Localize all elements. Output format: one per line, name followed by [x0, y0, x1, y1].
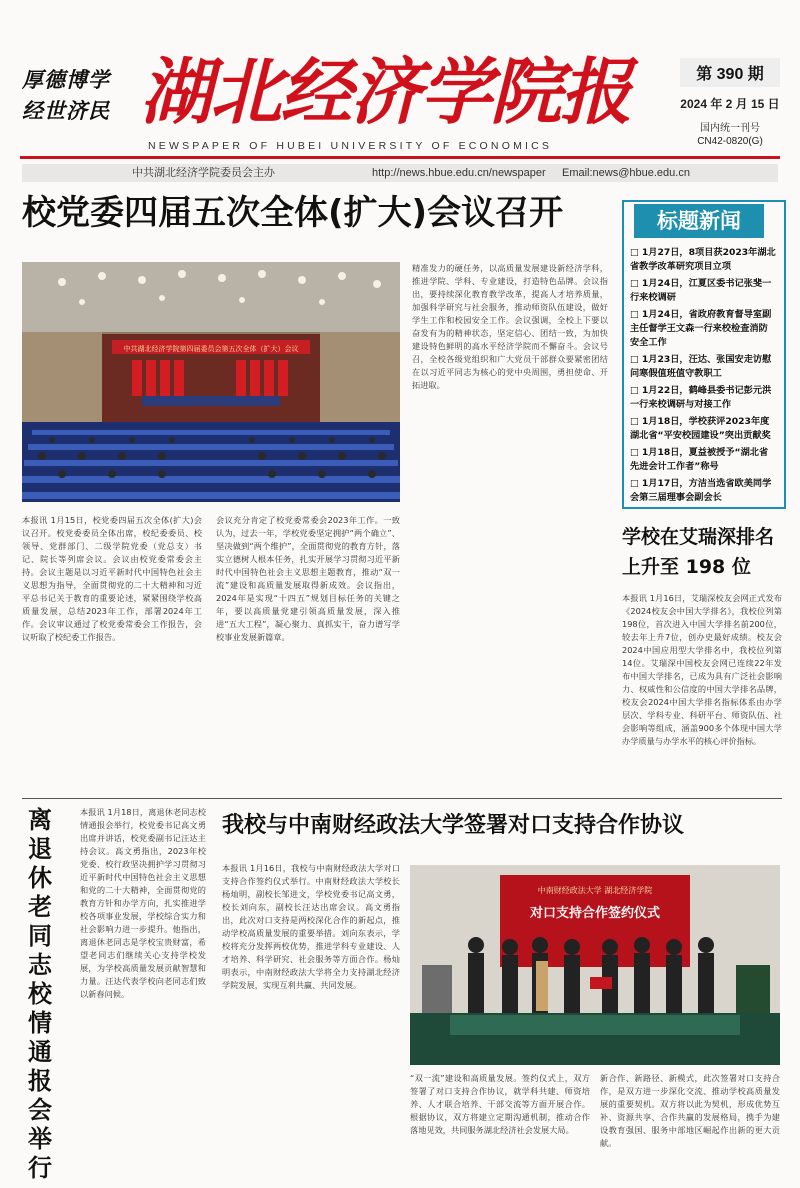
retiree-vertical-headline: 离退休老同志校情通报会举行	[28, 806, 52, 1182]
lead-column-3: 精准发力的硬任务，以高质量发展建设新经济学科，推进学院、学科、专业建设，打造特色品牌。会议指出，要持续深化教育教学改革，提高人才培养质量，加强科学研究与社会服务，推动师资队伍建设，做好学生工作和校园安全工作。会议强调，全校上下要以奋发有为的精神状态，坚定信心、团结一致，为加快建设特色鲜明的高水平经济学院而不懈奋斗。会议号召，全校各级党组织和广大党员干部群众要紧密团结在以习近平同志为核心的党中央周围，勇担使命、开拓进取。	[412, 263, 608, 390]
issue-date: 2024 年 2 月 15 日	[680, 97, 780, 111]
info-bar	[22, 164, 778, 182]
headline-news-list	[630, 246, 776, 508]
serial-number	[680, 122, 780, 148]
newspaper-title: 湖北经济学院报	[140, 49, 631, 134]
headline-news-title: 标题新闻	[634, 204, 764, 238]
agreement-column-2: “双一流”建设和高质量发展。签约仪式上，双方签署了对口支持合作协议，就学科共建、师资培养、人才联合培养、干部交流等方面开展合作。根据协议，双方将建立定期沟通机制，推动合作落地见效，共同服务湖北经济社会发展大局。	[410, 1073, 590, 1135]
motto-line-2: 经世济民	[22, 98, 110, 123]
photo-banner-top: 中南财经政法大学 湖北经济学院	[537, 886, 653, 895]
photo-banner-main: 对口支持合作签约仪式	[529, 906, 661, 921]
ranking-body: 本报讯 1月16日，艾瑞深校友会网正式发布《2024校友会中国大学排名》，我校位列第198位，首次进入中国大学排名前200位，较去年上升7位，创办史最好成绩。校友会2024中国应用型大学排名中，我校位列第14位。艾瑞深中国校友会网已连续22年发布中国大学排名，已成为具有广泛社会影响力、权威性和公信度的中国大学排名品牌，校友会2024中国大学排名指标体系由办学层次、学科专业、科研平台、师资队伍、社会影响等组成，涵盖900多个体现中国大学办学质量与办学水平的核心评价指标。	[622, 593, 782, 746]
lead-headline: 校党委四届五次全体(扩大)会议召开	[22, 193, 564, 233]
agreement-column-1: 本报讯 1月16日，我校与中南财经政法大学对口支持合作签约仪式举行。中南财经政法大学校长杨灿明，副校长邹进文，学校党委书记高文勇，校长刘向东，副校长汪达出席会议。高文勇指出，此次对口支持是两校深化合作的新起点，推动学校高质量发展的重要举措。刘向东表示，学校将充分发挥两校优势，推进学科专业建设、人才培养、科学研究、社会服务等方面合作。杨灿明表示，中南财经政法大学将全力支持湖北经济学院发展，实现互利共赢、共同发展。	[222, 863, 400, 990]
serial-line-2: CN42-0820(G)	[697, 136, 763, 147]
lead-column-2: 会议充分肯定了校党委常委会2023年工作。一致认为，过去一年，学校党委坚定拥护“两个确立”、坚决做到“两个维护”，全面贯彻党的教育方针，落实立德树人根本任务，扎实开展学习贯彻习近平新时代中国特色社会主义思想主题教育，推动“双一流”建设和高质量发展取得新成效。会议指出，2024年是实现“十四五”规划目标任务的关键之年，要以高质量党建引领高质量发展，深入推进“五大工程”，凝心聚力、真抓实干，奋力谱写学校事业发展新篇章。	[216, 515, 400, 642]
retiree-body: 本报讯 1月18日，离退休老同志校情通报会举行，校党委书记高文勇出席并讲话，校党委副书记汪达主持会议。高文勇指出，2023年校党委、校行政坚决拥护学习贯彻习近平新时代中国特色社会主义思想和党的二十大精神，全面贯彻党的教育方针和办学方向，扎实推进学校各项事业发展，学校综合实力和社会影响力进一步提升。他指出，离退休老同志是学校宝贵财富，希望老同志们继续关心支持学校发展，为学校高质量发展贡献智慧和力量。汪达代表学校向老同志们致以新春问候。	[80, 807, 206, 999]
agreement-headline: 我校与中南财经政法大学签署对口支持合作协议	[222, 813, 685, 838]
photo-banner-text: 中共湖北经济学院第四届委员会第五次全体（扩大）会议	[123, 345, 299, 353]
website-link[interactable]: http://news.hbue.edu.cn/newspaper	[372, 167, 546, 179]
newspaper-english-title: NEWSPAPER OF HUBEI UNIVERSITY OF ECONOMICS	[148, 140, 553, 152]
serial-line-1: 国内统一刊号	[700, 123, 760, 134]
signing-ceremony-illustration	[410, 865, 780, 1065]
issue-info	[680, 58, 780, 148]
motto	[22, 64, 132, 126]
motto-line-1: 厚德博学	[22, 67, 110, 92]
meeting-photo	[22, 262, 400, 502]
sponsor-text: 中共湖北经济学院委员会主办	[132, 167, 275, 179]
meeting-hall-illustration	[22, 262, 400, 502]
news-item[interactable]: □ 1月24日，省政府教育督导室副主任督学王文森一行来校检查消防安全工作	[630, 309, 772, 348]
news-item[interactable]: □ 1月23日，汪达、张国安走访慰问寒假值班值守教职工	[630, 354, 772, 379]
section-divider	[22, 798, 782, 799]
email-link[interactable]: Email:news@hbue.edu.cn	[562, 167, 690, 179]
lead-column-1: 本报讯 1月15日，校党委四届五次全体(扩大)会议召开。校党委委员全体出席，校纪委委员、校领导、党群部门、二级学院党委（党总支）书记、院长等列席会议。会议由校党委常委会主持。会议主题是以习近平新时代中国特色社会主义思想为指导，全面贯彻党的二十大精神和习近平总书记关于教育的重要论述，紧紧围绕学校高质量发展，总结2023年工作，部署2024年工作。会议审议通过了校党委常委会工作报告，会议听取了校纪委工作报告。	[22, 515, 202, 642]
news-item[interactable]: □ 1月27日，8项目获2023年湖北省教学改革研究项目立项	[630, 247, 776, 272]
ranking-headline: 学校在艾瑞深排名上升至 198 位	[622, 526, 775, 578]
news-item[interactable]: □ 1月22日，鹤峰县委书记彭元洪一行来校调研与对接工作	[630, 385, 772, 410]
signing-photo	[410, 865, 780, 1065]
agreement-column-3: 新合作、新路径、新模式，此次签署对口支持合作，是双方进一步深化交流、推动学校高质量发展的重要契机。双方将以此为契机，形成优势互补、资源共享、合作共赢的发展格局，携手为建设教育强国、服务中部地区崛起作出新的更大贡献。	[600, 1073, 780, 1148]
news-item[interactable]: □ 1月18日，夏益被授予“湖北省先进会计工作者”称号	[630, 447, 769, 472]
masthead-divider	[20, 156, 780, 159]
news-item[interactable]: □ 1月18日，学校获评2023年度湖北省“平安校园建设”突出贡献奖	[630, 416, 771, 441]
issue-number: 第 390 期	[680, 58, 780, 87]
news-item[interactable]: □ 1月17日，方洁当选省欧美同学会第三届理事会副会长	[630, 478, 772, 503]
news-item[interactable]: □ 1月24日，江夏区委书记张斐一行来校调研	[630, 278, 772, 303]
